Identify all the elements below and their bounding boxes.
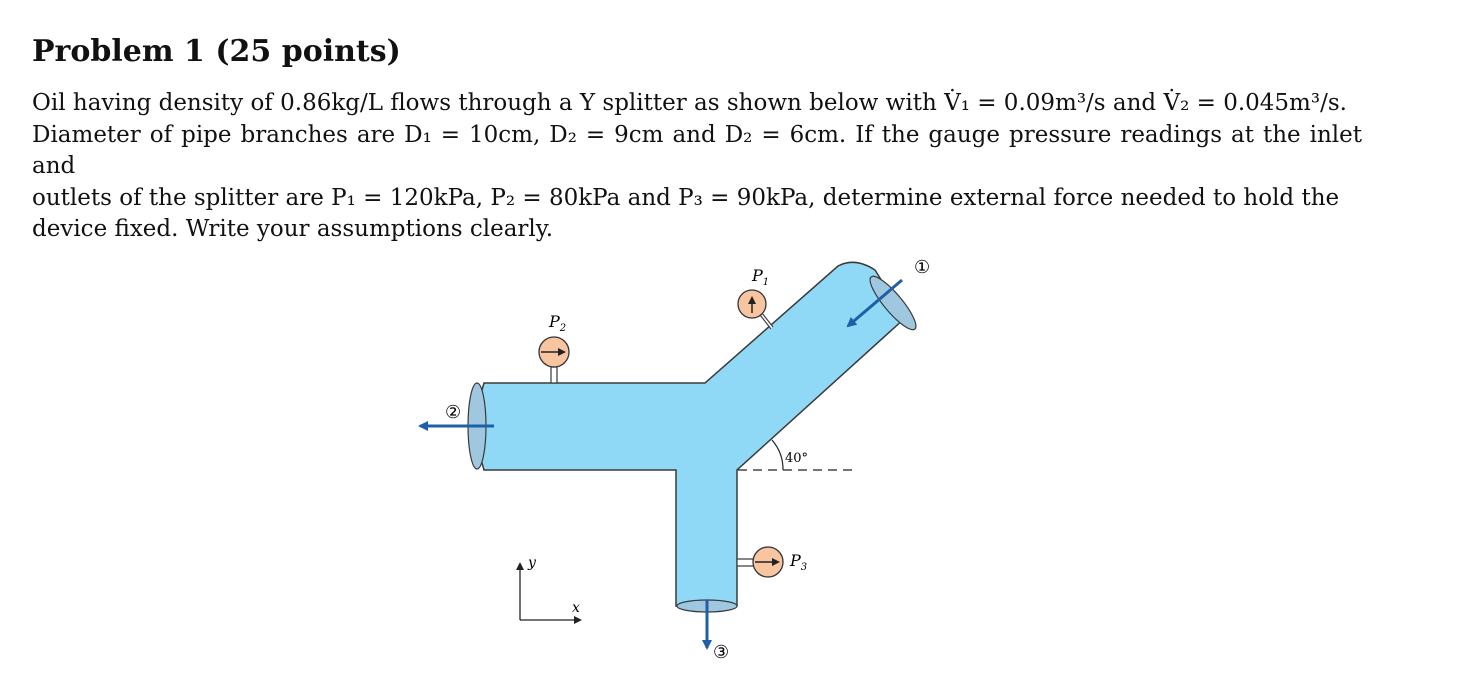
outlet-3-station-label: ③ xyxy=(713,642,730,663)
angle-label: 40° xyxy=(785,451,809,466)
gauge-p1-label: $P_1$ xyxy=(752,266,770,288)
coordinate-axes xyxy=(520,564,580,620)
gauge-p1 xyxy=(738,290,772,328)
angle-arc xyxy=(772,440,783,470)
statement-line-3: outlets of the splitter are P₁ = 120kPa, P₂ = 80kPa and P₃ = 90kPa, determine external force needed to hold the xyxy=(32,184,1340,211)
statement-line-2: Diameter of pipe branches are D₁ = 10cm, D₂ = 9cm and D₂ = 6cm. If the gauge pressure readings at the inlet and xyxy=(32,121,1362,179)
axis-x-label: x xyxy=(572,600,580,616)
statement-line-4: device fixed. Write your assumptions clearly. xyxy=(32,216,554,242)
statement-line-1: Oil having density of 0.86kg/L flows through a Y splitter as shown below with V̇₁ = 0.09m³/s and V̇₂ = 0.045m³/s. xyxy=(32,90,1347,116)
gauge-p2-label: $P_2$ xyxy=(549,312,567,334)
gauge-p3 xyxy=(737,547,783,577)
problem-title: Problem 1 (25 points) xyxy=(32,34,401,69)
outlet-2-station-label: ② xyxy=(445,402,462,423)
axis-y-label: y xyxy=(528,555,536,571)
gauge-p3-label: $P_3$ xyxy=(790,551,808,573)
inlet-station-label: ① xyxy=(914,257,931,278)
pipe-body xyxy=(477,262,905,611)
gauge-p2 xyxy=(539,337,569,383)
